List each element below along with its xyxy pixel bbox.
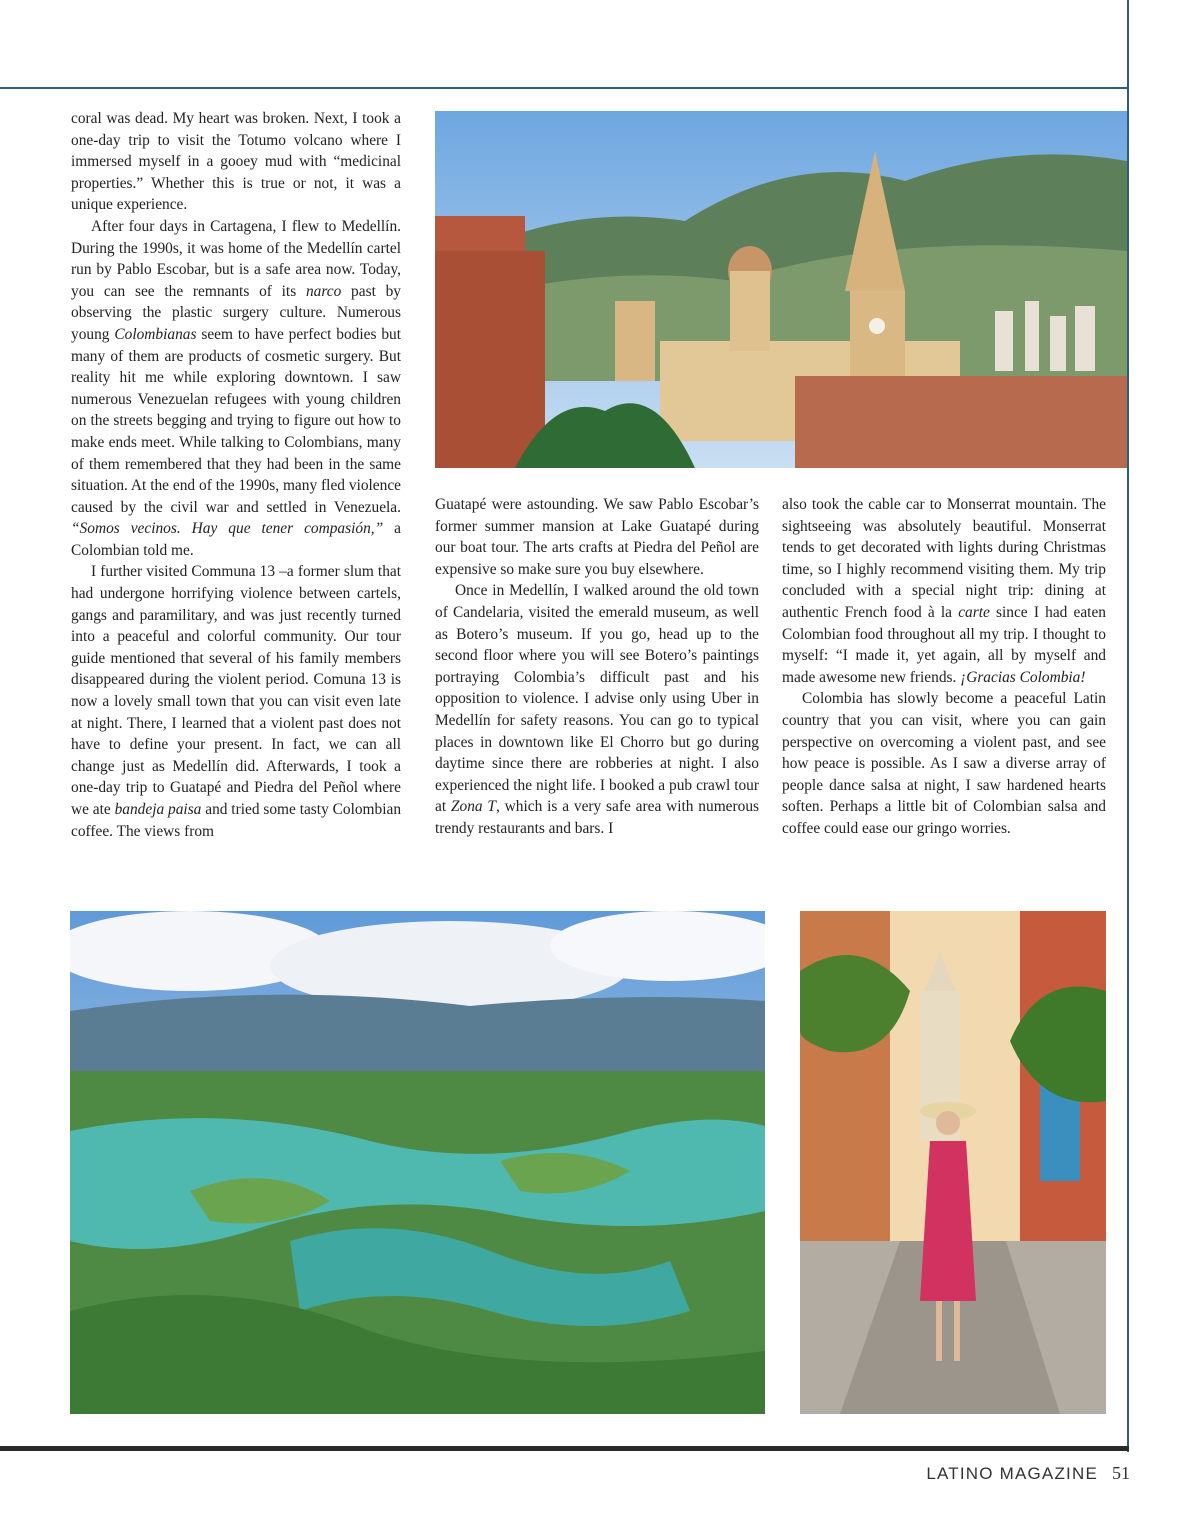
article-column-3: [782, 494, 1106, 840]
paragraph: also took the cable car to Monserrat mountain. The sightseeing was absolutely beautiful. Monserrat tends to get decorated with lights during Christmas time, so I highly recommend visiting them. My trip concluded with a special night trip: dining at authentic French food à la carte since I had eaten Colombian food throughout all my trip. I thought to myself: “I made it, yet again, all by myself and made awesome new friends. ¡Gracias Colombia!: [782, 496, 1106, 686]
magazine-name: LATINO MAGAZINE: [926, 1464, 1098, 1483]
article-column-1: [71, 108, 401, 842]
article-column-2: [435, 494, 759, 840]
cartagena-street-photo: [800, 911, 1106, 1414]
bottom-rule: [0, 1446, 1129, 1451]
page-number: 51: [1112, 1463, 1130, 1483]
guatape-lake-photo: [70, 911, 765, 1414]
paragraph: Guatapé were astounding. We saw Pablo Escobar’s former summer mansion at Lake Guatapé during our boat tour. The arts crafts at Piedra del Peñol are expensive so make sure you buy elsewhere.: [435, 496, 759, 578]
paragraph: Colombia has slowly become a peaceful Latin country that you can visit, where you can gain perspective on overcoming a violent past, and see how peace is possible. As I saw a diverse array of people dance salsa at night, I saw hardened hearts soften. Perhaps a little bit of Colombian salsa and coffee could ease our gringo worries.: [782, 690, 1106, 837]
paragraph: coral was dead. My heart was broken. Next, I took a one-day trip to visit the Totumo volcano where I immersed myself in a gooey mud with “medicinal properties.” Whether this is true or not, it was a unique experience.: [71, 110, 401, 214]
page-footer: [926, 1463, 1130, 1484]
paragraph: I further visited Communa 13 –a former slum that had undergone horrifying violence between cartels, gangs and paramilitary, and was just recently turned into a peaceful and colorful community. Our tour guide mentioned that several of his family members disappeared during the violent period. Comuna 13 is now a lovely small town that you can visit even late at night. There, I learned that a violent past does not have to define your present. In fact, we can all change just as Medellín did. Afterwards, I took a one-day trip to Guatapé and Piedra del Peñol where we ate bandeja paisa and tried some tasty Colombian coffee. The views from: [71, 563, 402, 840]
paragraph: Once in Medellín, I walked around the old town of Candelaria, visited the emerald museum, as well as Botero’s museum. If you go, head up to the second floor where you will see Botero’s paintings portraying Colombia’s difficult past and his opposition to violence. I advise only using Uber in Medellín for safety reasons. You can go to typical places in downtown like El Chorro but go during daytime since there are robberies at night. I also experienced the night life. I booked a pub crawl tour at Zona T, which is a very safe area with numerous trendy restaurants and bars. I: [435, 582, 760, 837]
paragraph: After four days in Cartagena, I flew to Medellín. During the 1990s, it was home of the Medellín cartel run by Pablo Escobar, but is a safe area now. Today, you can see the remnants of its narco past by observing the plastic surgery culture. Numerous young Colombianas seem to have perfect bodies but many of them are products of cosmetic surgery. But reality hit me while exploring downtown. I saw numerous Venezuelan refugees with young children on the streets begging and trying to figure out how to make ends meet. While talking to Colombians, many of them remembered that they had been in the same situation. At the end of the 1990s, many fled violence caused by the civil war and settled in Venezuela. “Somos vecinos. Hay que tener compasión,” a Colombian told me.: [71, 217, 401, 559]
top-rule: [0, 87, 1129, 89]
right-rule: [1127, 0, 1129, 1452]
medellin-cathedral-photo: [435, 111, 1127, 468]
